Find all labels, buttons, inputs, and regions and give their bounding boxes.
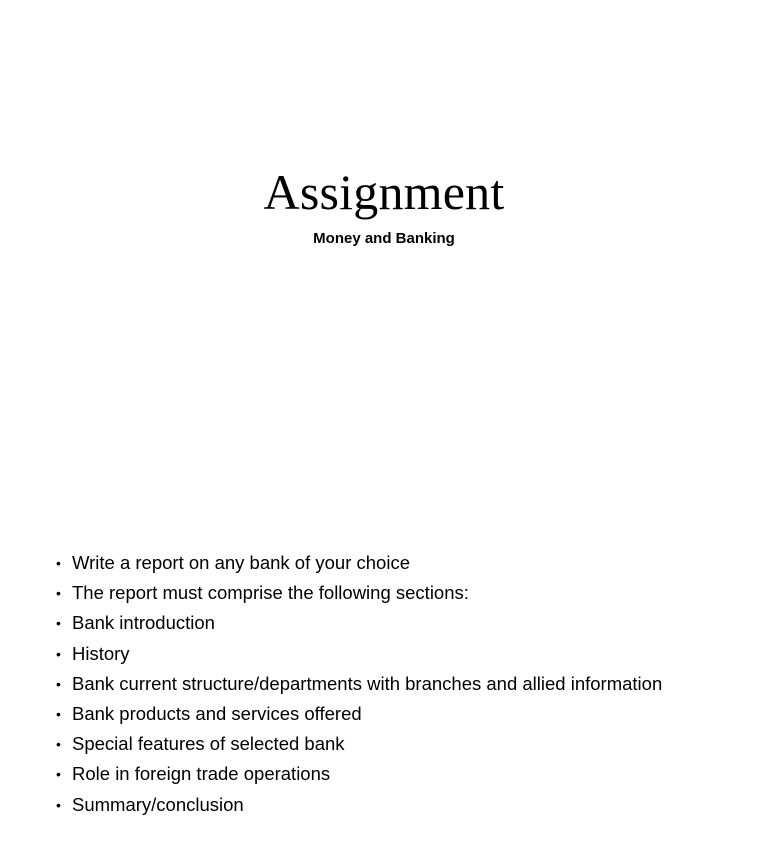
slide-subtitle: Money and Banking bbox=[313, 230, 455, 247]
bullet-icon: • bbox=[56, 766, 61, 783]
list-item bbox=[56, 759, 662, 789]
list-item-text: Bank introduction bbox=[72, 612, 215, 634]
list-item-text: History bbox=[72, 642, 130, 664]
bullet-icon: • bbox=[56, 736, 61, 753]
bullet-icon: • bbox=[56, 796, 61, 813]
list-item bbox=[56, 639, 662, 669]
bullet-icon: • bbox=[56, 555, 61, 571]
list-item-text: Summary/conclusion bbox=[72, 793, 244, 815]
bullet-icon: • bbox=[56, 645, 61, 662]
list-item bbox=[56, 699, 662, 729]
list-item-text: Write a report on any bank of your choice bbox=[72, 552, 410, 573]
list-item-text: Special features of selected bank bbox=[72, 733, 345, 755]
slide-title: Assignment bbox=[263, 164, 505, 220]
list-item bbox=[56, 608, 662, 638]
bullet-icon: • bbox=[56, 675, 61, 692]
list-item bbox=[56, 548, 662, 578]
list-item-text: The report must comprise the following sections: bbox=[72, 582, 469, 604]
list-item bbox=[56, 729, 662, 759]
list-item-text: Bank products and services offered bbox=[72, 703, 362, 725]
bullet-list bbox=[56, 548, 662, 820]
bullet-icon: • bbox=[56, 615, 61, 632]
bullet-icon: • bbox=[56, 706, 61, 723]
list-item-text: Role in foreign trade operations bbox=[72, 763, 331, 785]
list-item bbox=[56, 790, 662, 820]
list-item-text: Bank current structure/departments with branches and allied information bbox=[72, 672, 663, 694]
bullet-icon: • bbox=[56, 585, 61, 602]
list-item bbox=[56, 669, 662, 699]
list-item bbox=[56, 578, 662, 608]
